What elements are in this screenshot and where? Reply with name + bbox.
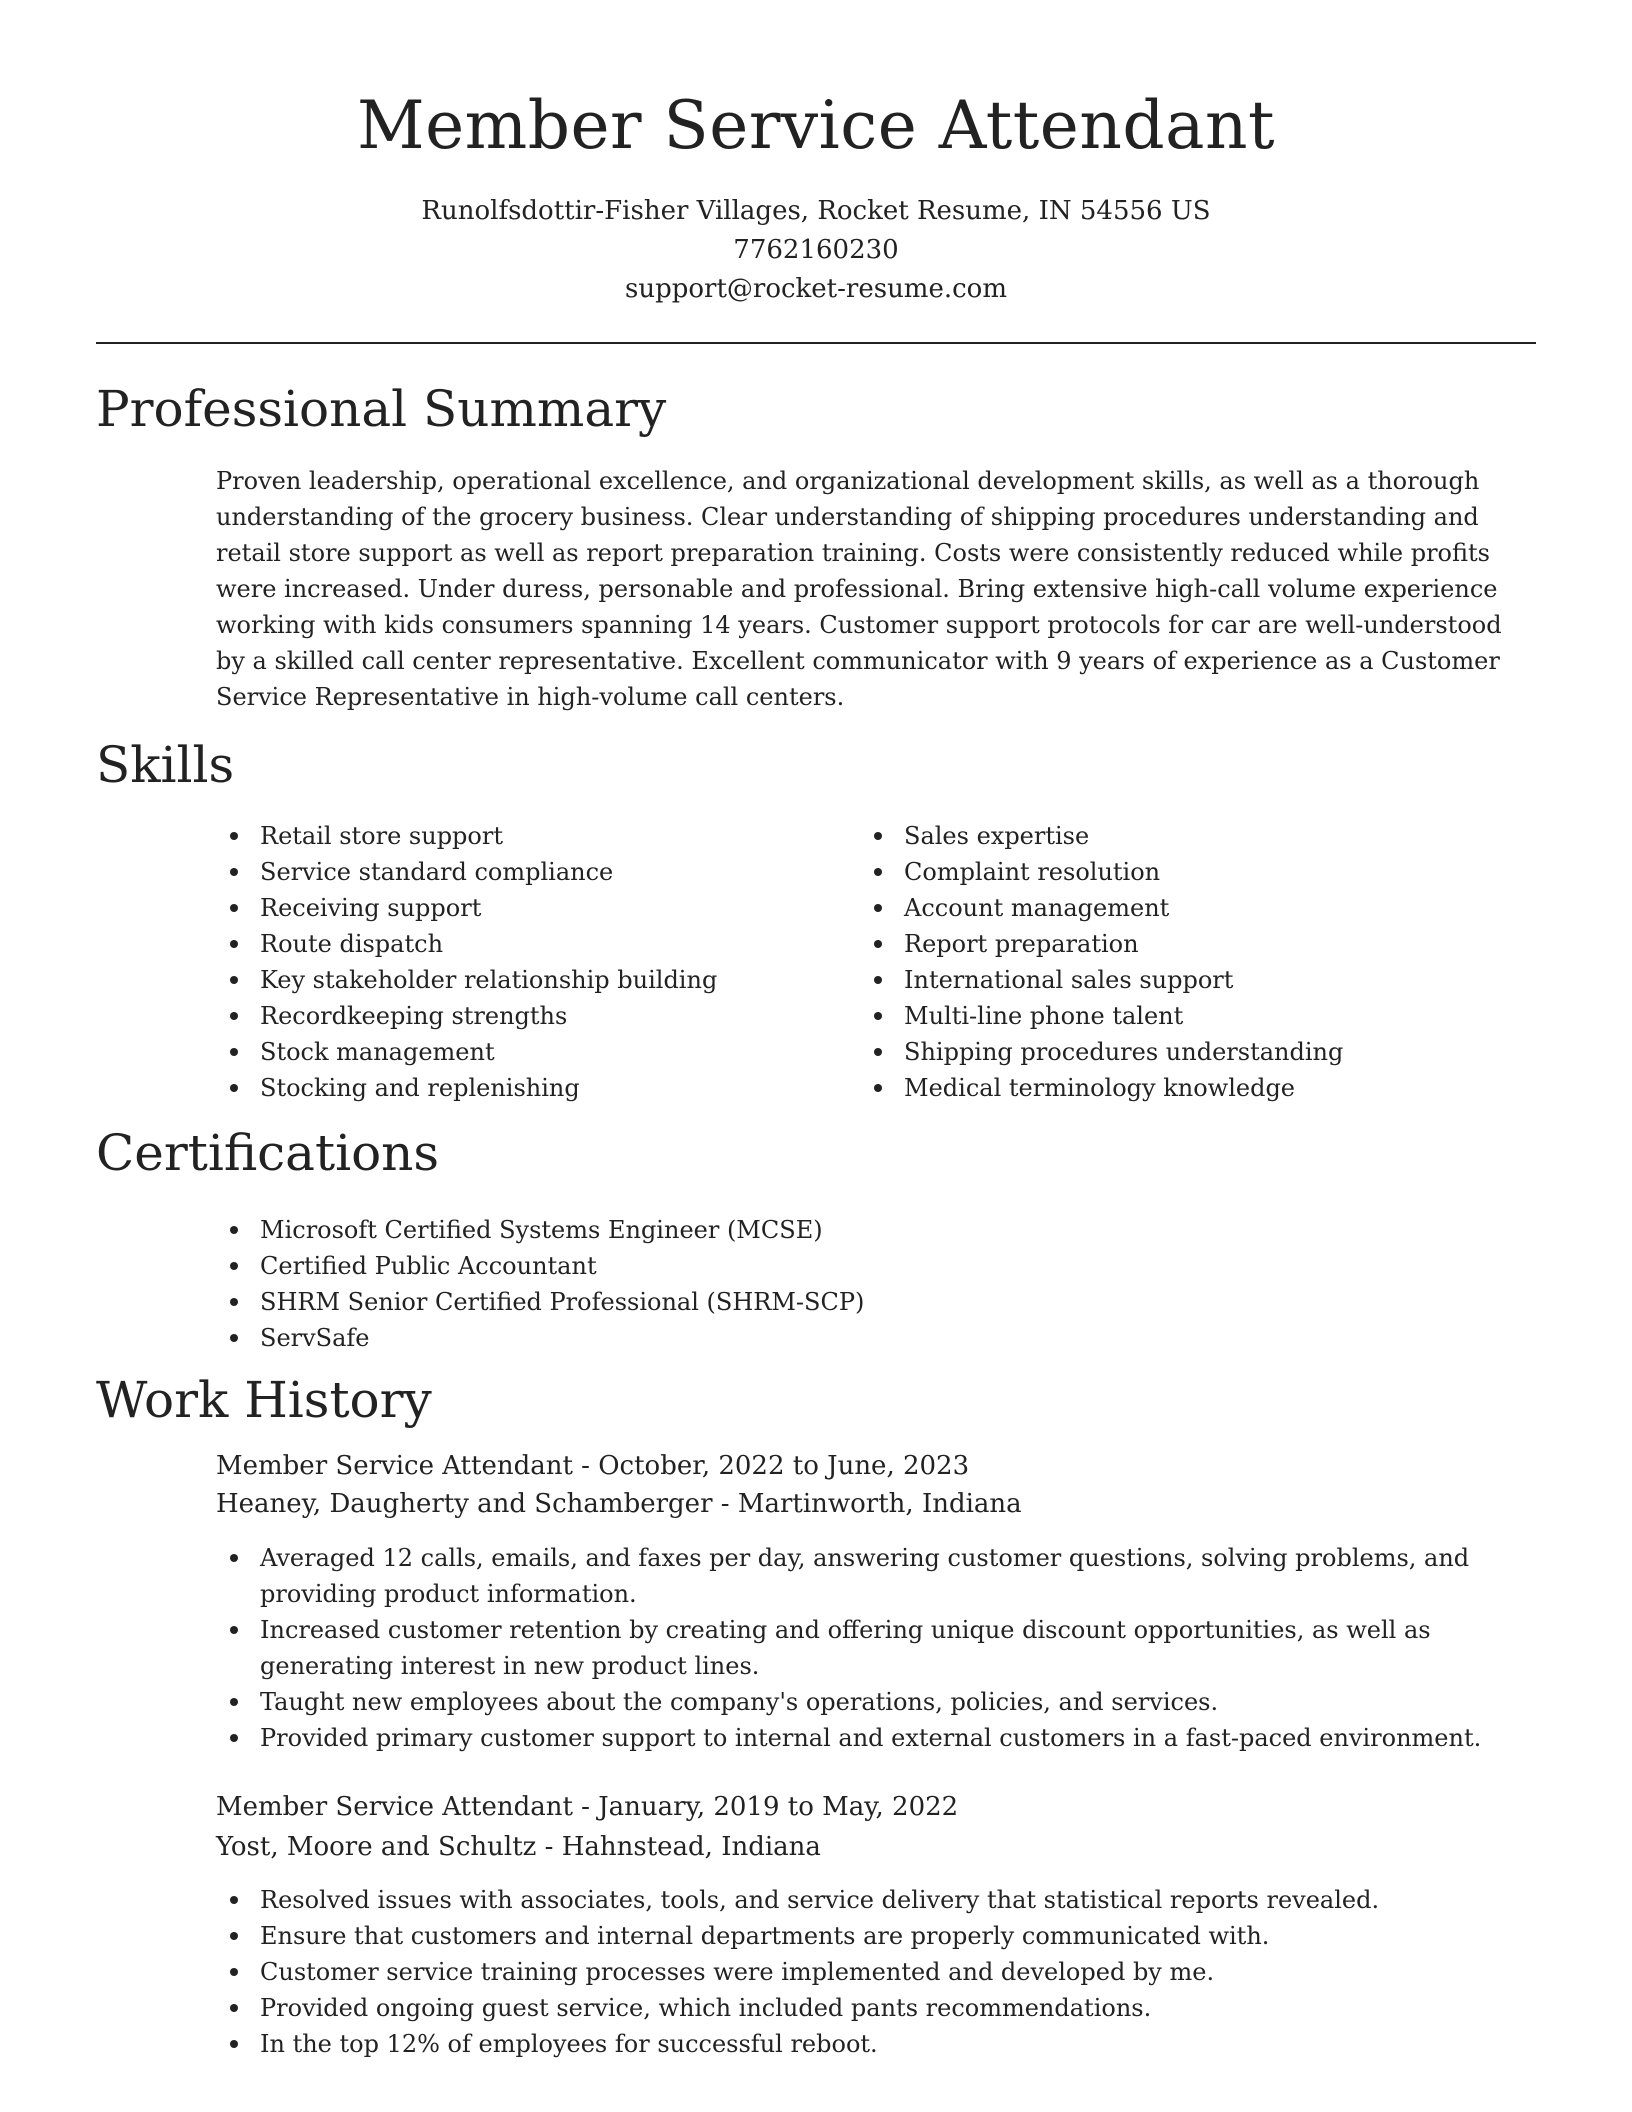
job-company-line (216, 1485, 1022, 1523)
job-dates: - January, 2019 to May, 2022 (572, 1792, 959, 1822)
skill-item: Retail store support (216, 818, 856, 854)
skill-item: Receiving support (216, 890, 856, 926)
job-duties-list (216, 1882, 1536, 2062)
summary-heading: Professional Summary (96, 380, 667, 438)
skill-item: Medical terminology knowledge (860, 1070, 1520, 1106)
email: support@rocket-resume.com (624, 274, 1007, 304)
job-duty: Resolved issues with associates, tools, and service delivery that statistical reports revealed. (216, 1882, 1536, 1918)
skill-item: Multi-line phone talent (860, 998, 1520, 1034)
job-duty: In the top 12% of employees for successful reboot. (216, 2026, 1536, 2062)
job-title: Member Service Attendant (216, 1451, 573, 1481)
skill-item: Stock management (216, 1034, 856, 1070)
resume-name: Member Service Attendant (356, 87, 1276, 164)
job-company: Yost, Moore and Schultz (216, 1832, 537, 1862)
certification-item: ServSafe (216, 1320, 1516, 1356)
skill-item: Shipping procedures understanding (860, 1034, 1520, 1070)
skill-item: Route dispatch (216, 926, 856, 962)
phone: 7762160230 (733, 235, 899, 265)
skills-list-left (216, 818, 856, 1106)
job-duty: Provided ongoing guest service, which included pants recommendations. (216, 1990, 1536, 2026)
job-company-line (216, 1828, 821, 1866)
job-duty: Averaged 12 calls, emails, and faxes per day, answering customer questions, solving problems, and providing product information. (216, 1540, 1536, 1612)
job-title: Member Service Attendant (216, 1792, 573, 1822)
skill-item: Key stakeholder relationship building (216, 962, 856, 998)
certifications-heading: Certifications (96, 1124, 440, 1182)
skill-item: Service standard compliance (216, 854, 856, 890)
job-duty: Provided primary customer support to internal and external customers in a fast-paced environment. (216, 1720, 1536, 1756)
job-location: - Hahnstead, Indiana (536, 1832, 821, 1862)
skill-item: Stocking and replenishing (216, 1070, 856, 1106)
job-title-line (216, 1788, 958, 1826)
job-duty: Taught new employees about the company's operations, policies, and services. (216, 1684, 1536, 1720)
skill-item: Sales expertise (860, 818, 1520, 854)
address: Runolfsdottir-Fisher Villages, Rocket Resume, IN 54556 US (421, 196, 1211, 226)
certification-item: Certified Public Accountant (216, 1248, 1516, 1284)
header-divider (96, 342, 1536, 344)
skill-item: Account management (860, 890, 1520, 926)
job-duties-list (216, 1540, 1536, 1756)
job-dates: - October, 2022 to June, 2023 (572, 1451, 970, 1481)
skill-item: Report preparation (860, 926, 1520, 962)
skills-list-right (860, 818, 1520, 1106)
skills-heading: Skills (96, 736, 235, 794)
certification-item: Microsoft Certified Systems Engineer (MCSE) (216, 1212, 1516, 1248)
work-history-heading: Work History (96, 1371, 432, 1429)
job-duty: Increased customer retention by creating and offering unique discount opportunities, as well as generating interest in new product lines. (216, 1612, 1536, 1684)
contact-block (96, 192, 1536, 309)
job-company: Heaney, Daugherty and Schamberger (216, 1489, 713, 1519)
job-duty: Customer service training processes were implemented and developed by me. (216, 1954, 1536, 1990)
job-location: - Martinworth, Indiana (712, 1489, 1022, 1519)
certification-item: SHRM Senior Certified Professional (SHRM-SCP) (216, 1284, 1516, 1320)
skill-item: Recordkeeping strengths (216, 998, 856, 1034)
skill-item: Complaint resolution (860, 854, 1520, 890)
skill-item: International sales support (860, 962, 1520, 998)
certifications-list (216, 1212, 1516, 1356)
summary-text: Proven leadership, operational excellence, and organizational development skills, as well as a thorough understanding of the grocery business. Clear understanding of shipping procedures understanding and retail store support as well as report preparation training. Costs were consistently reduced while profits were increased. Under duress, personable and professional. Bring extensive high-call volume experience working with kids consumers spanning 14 years. Customer support protocols for car are well-understood by a skilled call center representative. Excellent communicator with 9 years of experience as a Customer Service Representative in high-volume call centers. (216, 467, 1502, 711)
job-title-line (216, 1447, 969, 1485)
job-duty: Ensure that customers and internal departments are properly communicated with. (216, 1918, 1536, 1954)
